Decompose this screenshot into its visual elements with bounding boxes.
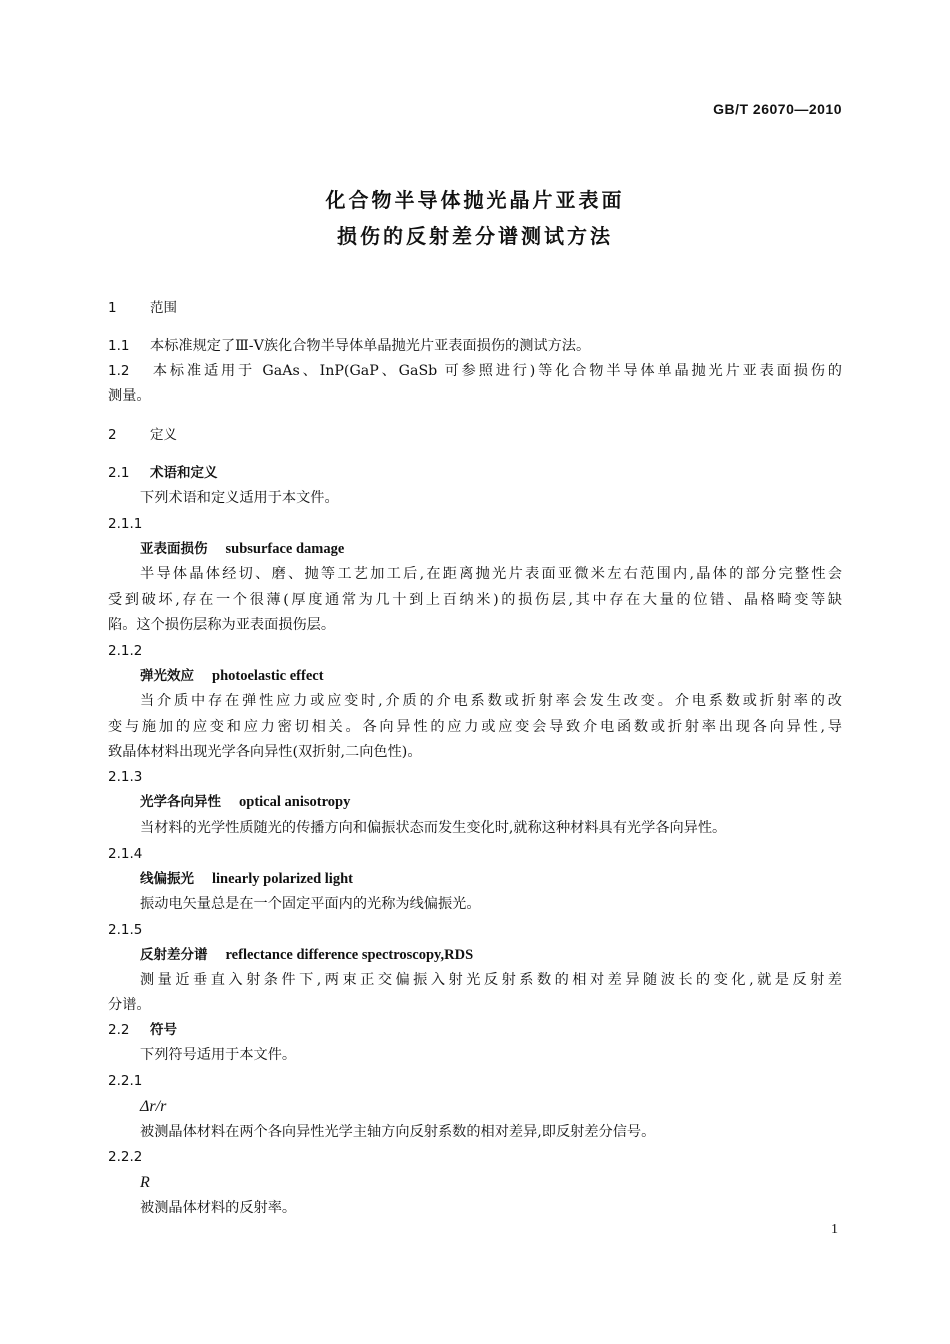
clause-1-1 [108,334,842,360]
term-2-1-4-def-line1: 振动电矢量总是在一个固定平面内的光称为线偏振光。 [140,896,481,912]
term-en: linearly polarized light [212,871,353,887]
term-2-1-1-def-line2: 受到破坏,存在一个很薄(厚度通常为几十到上百纳米)的损伤层,其中存在大量的位错、晶格畸变等缺 [108,592,842,608]
term-2-1-1-def-line1: 半导体晶体经切、磨、抛等工艺加工后,在距离抛光片表面亚微米左右范围内,晶体的部分完整性会 [140,566,842,582]
clause-number: 2.2 [108,1022,130,1038]
section-2-heading [108,423,842,449]
term-2-1-2-number: 2.1.2 [108,643,143,659]
term-2-1-4-number: 2.1.4 [108,846,143,862]
term-2-1-1-number: 2.1.1 [108,516,143,532]
symbol-2-2-1: Δr/r [140,1098,167,1115]
term-2-1-2-def-line1: 当介质中存在弹性应力或应变时,介质的介电系数或折射率会发生改变。介电系数或折射率的改 [140,693,842,709]
section-number: 1 [108,300,117,316]
term-2-1-1-def-line3: 陷。这个损伤层称为亚表面损伤层。 [108,617,336,633]
symbol-2-2-1-number: 2.2.1 [108,1073,143,1089]
symbol-2-2-2-description: 被测晶体材料的反射率。 [140,1200,297,1216]
clause-title: 术语和定义 [150,465,218,481]
clause-2-2-heading [108,1018,842,1044]
term-2-1-2-def-line3: 致晶体材料出现光学各向异性(双折射,二向色性)。 [108,744,422,760]
clause-number: 1.1 [108,338,130,354]
clause-2-2-intro: 下列符号适用于本文件。 [140,1047,297,1063]
term-en: subsurface damage [225,541,345,557]
clause-number: 2.1 [108,465,130,481]
symbol-2-2-2-number: 2.2.2 [108,1149,143,1165]
term-2-1-3-def-line1: 当材料的光学性质随光的传播方向和偏振状态而发生变化时,就称这种材料具有光学各向异性。 [140,820,727,836]
term-en: photoelastic effect [212,668,324,684]
document-title-line1: 化合物半导体抛光晶片亚表面 [325,188,625,212]
clause-2-1-heading [108,461,842,487]
clause-title: 符号 [150,1022,177,1038]
term-zh: 反射差分谱 [140,947,208,963]
term-2-1-5-heading [140,943,874,969]
term-zh: 亚表面损伤 [140,541,208,557]
clause-2-1-intro: 下列术语和定义适用于本文件。 [140,490,339,506]
term-2-1-5-def-line2: 分谱。 [108,997,151,1013]
term-2-1-1-heading [140,537,874,563]
standard-number: GB/T 26070—2010 [713,101,842,117]
term-zh: 线偏振光 [140,871,194,887]
term-zh: 弹光效应 [140,668,194,684]
clause-1-2-line1 [108,359,842,385]
clause-text: 本标准规定了Ⅲ-Ⅴ族化合物半导体单晶抛光片亚表面损伤的测试方法。 [150,338,591,354]
section-title: 范围 [150,300,177,316]
section-1-heading [108,296,842,322]
term-zh: 光学各向异性 [140,794,221,810]
term-2-1-4-heading [140,867,874,893]
term-2-1-2-heading [140,664,874,690]
document-title-line2: 损伤的反射差分谱测试方法 [337,224,613,248]
section-number: 2 [108,427,117,443]
section-title: 定义 [150,427,177,443]
clause-number: 1.2 [108,363,130,379]
term-2-1-2-def-line2: 变与施加的应变和应力密切相关。各向异性的应力或应变会导致介电函数或折射率出现各向异性,导 [108,719,842,735]
clause-text: 本标准适用于 GaAs、InP(GaP、GaSb 可参照进行)等化合物半导体单晶抛光片亚表面损伤的 [150,363,842,379]
term-en: reflectance difference spectroscopy,RDS [225,947,474,963]
page-number: 1 [831,1222,838,1237]
term-2-1-5-number: 2.1.5 [108,922,143,938]
symbol-2-2-1-description: 被测晶体材料在两个各向异性光学主轴方向反射系数的相对差异,即反射差分信号。 [140,1124,656,1140]
term-2-1-3-heading [140,790,874,816]
term-2-1-5-def-line1: 测量近垂直入射条件下,两束正交偏振入射光反射系数的相对差异随波长的变化,就是反射差 [140,972,842,988]
clause-1-2-line2: 测量。 [108,388,151,404]
term-en: optical anisotropy [239,794,351,810]
symbol-2-2-2: R [140,1174,150,1191]
term-2-1-3-number: 2.1.3 [108,769,143,785]
